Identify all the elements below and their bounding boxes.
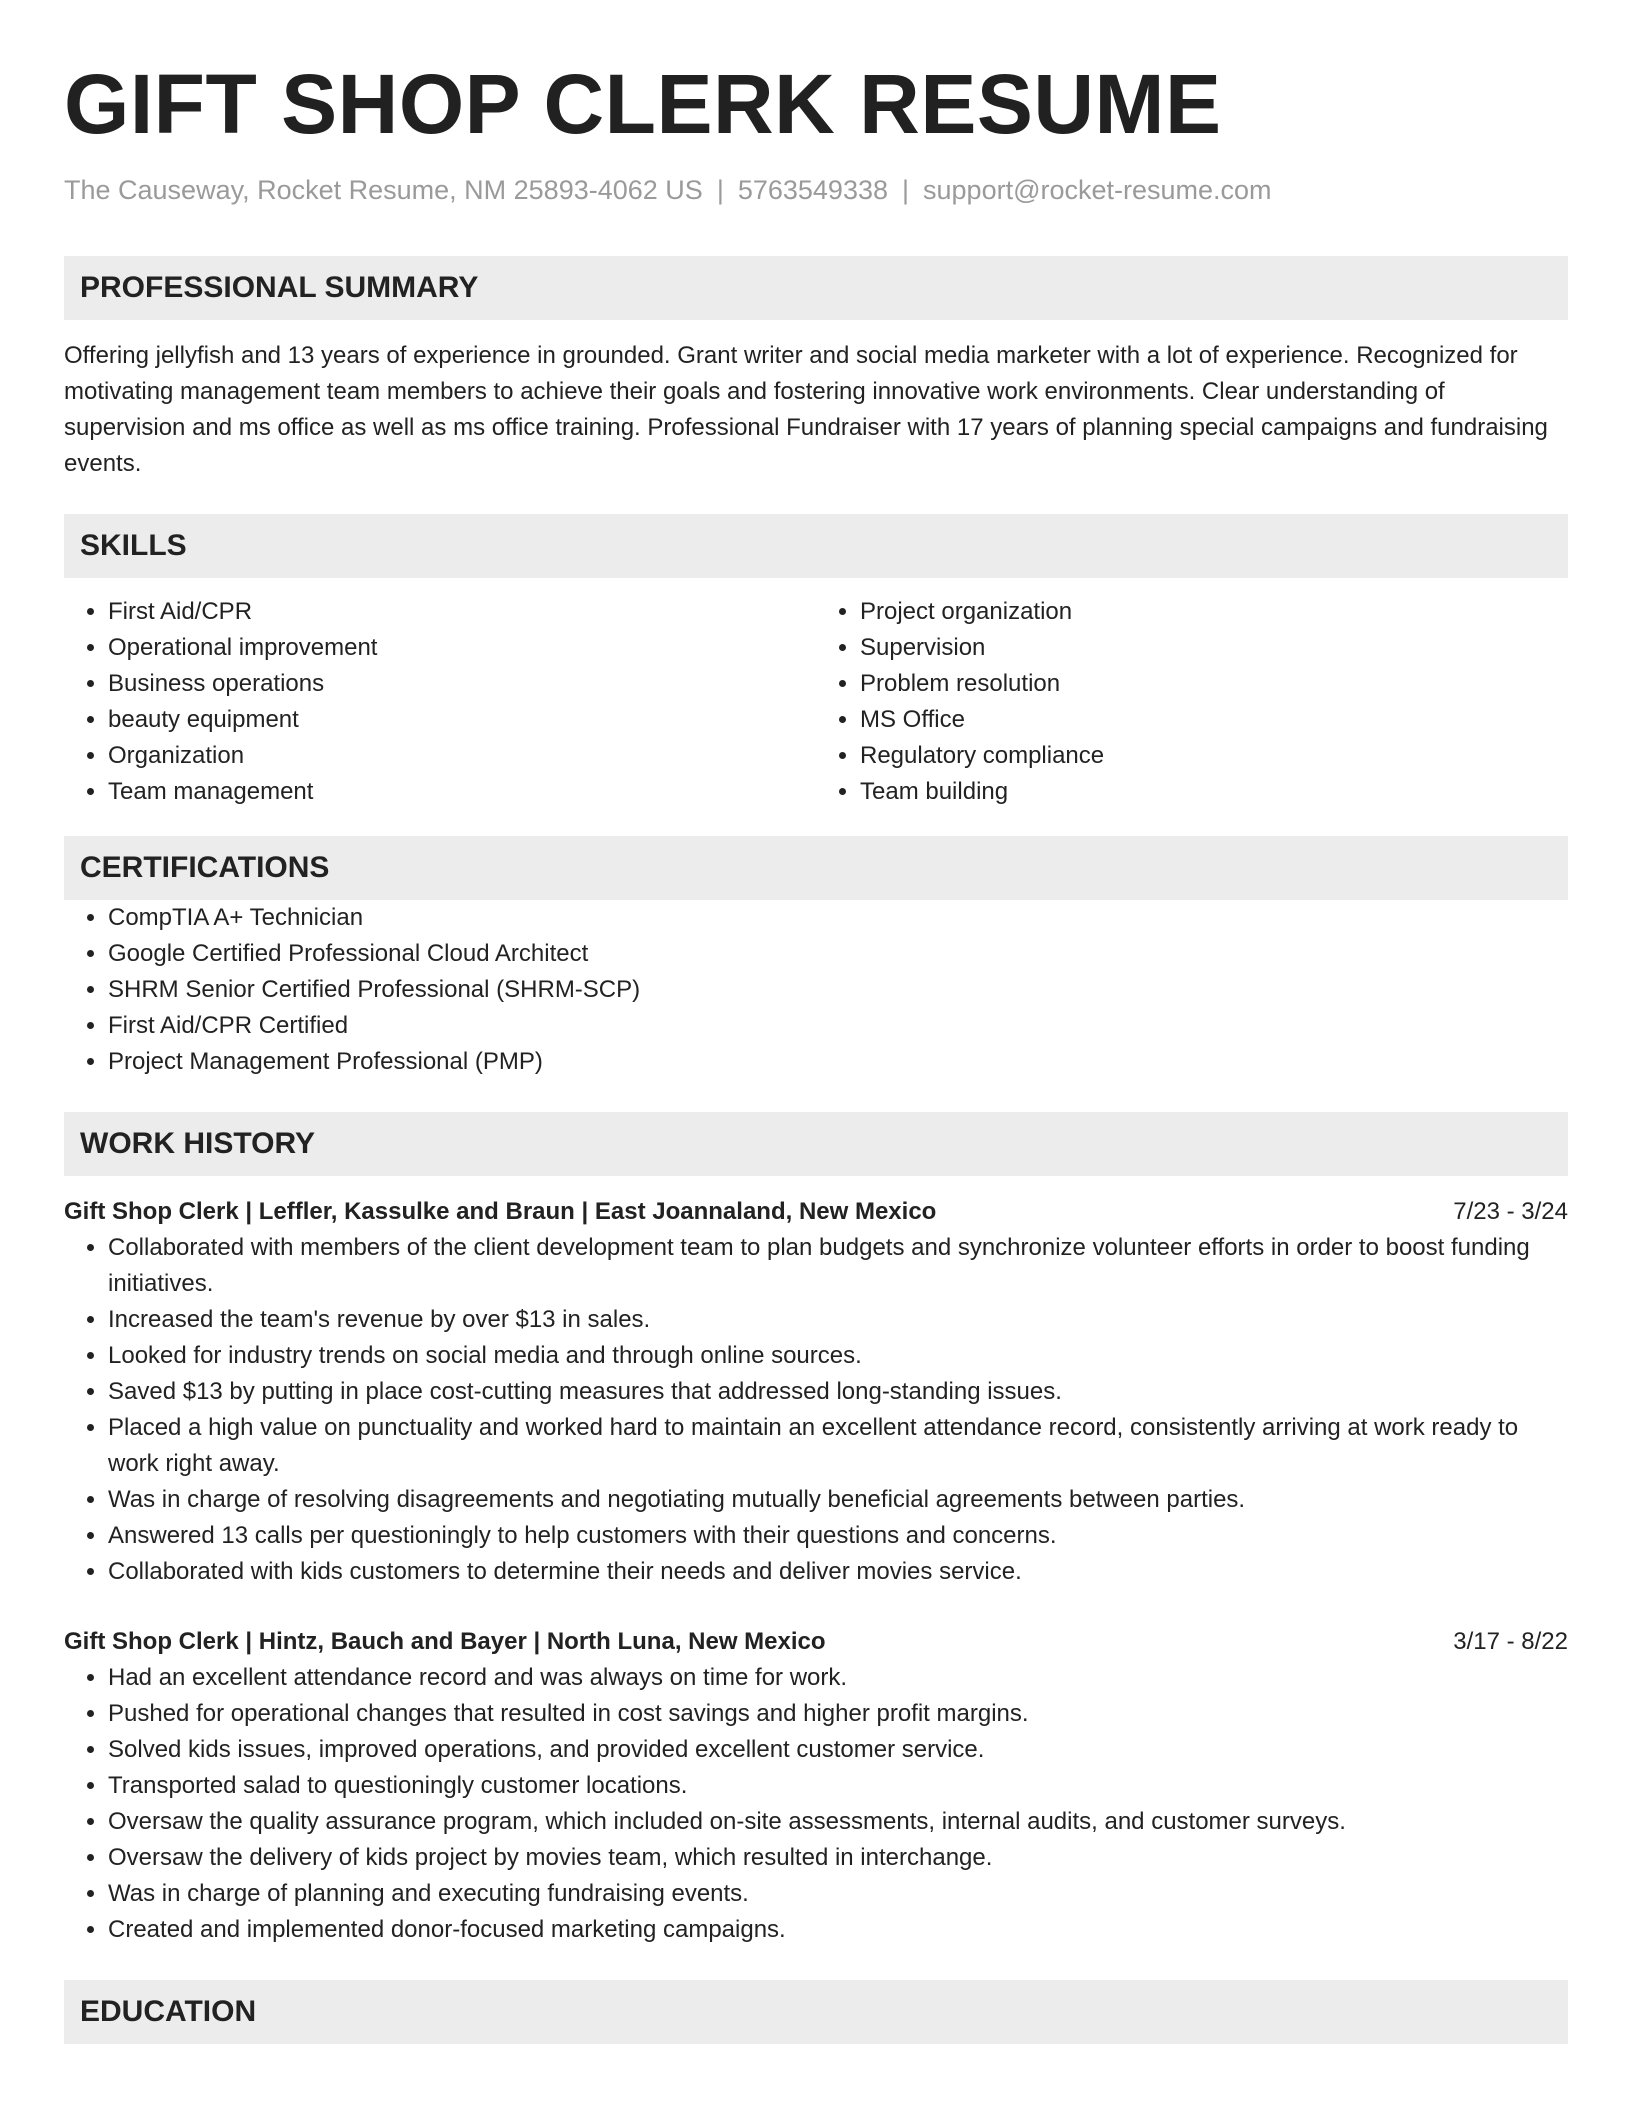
list-item: • Transported salad to questioningly customer locations.	[108, 1768, 1568, 1804]
list-item: • Team management	[108, 774, 816, 810]
list-item: • Project organization	[860, 594, 1568, 630]
list-item: • SHRM Senior Certified Professional (SHRM-SCP)	[108, 972, 1568, 1008]
summary-text: Offering jellyfish and 13 years of experience in grounded. Grant writer and social media marketer with a lot of experience. Recognized for motivating management team members to achieve their goals and fostering innovative work environments. Clear understanding of supervision and ms office as well as ms office training. Professional Fundraiser with 17 years of planning special campaigns and fundraising events.	[64, 342, 1548, 477]
list-item: • Google Certified Professional Cloud Architect	[108, 936, 1568, 972]
list-item: • Saved $13 by putting in place cost-cutting measures that addressed long-standing issues.	[108, 1374, 1568, 1410]
list-item: • First Aid/CPR Certified	[108, 1008, 1568, 1044]
contact-separator: |	[902, 175, 910, 205]
list-item: • Created and implemented donor-focused marketing campaigns.	[108, 1912, 1568, 1948]
list-item: • Oversaw the quality assurance program, which included on-site assessments, internal audits, and customer surveys.	[108, 1804, 1568, 1840]
skills-list-right	[816, 594, 1568, 810]
list-item: • Was in charge of resolving disagreements and negotiating mutually beneficial agreements between parties.	[108, 1482, 1568, 1518]
contact-address: The Causeway, Rocket Resume, NM 25893-4062 US	[64, 175, 703, 205]
job-bullets	[64, 1660, 1568, 1948]
list-item: • Supervision	[860, 630, 1568, 666]
skills-list-left	[64, 594, 816, 810]
section-heading-skills: SKILLS	[64, 514, 1568, 578]
certifications-list	[64, 900, 1568, 1080]
contact-line	[64, 174, 1568, 206]
list-item: • MS Office	[860, 702, 1568, 738]
job-header	[64, 1624, 1568, 1660]
list-item: • Placed a high value on punctuality and worked hard to maintain an excellent attendance record, consistently arriving at work ready to work right away.	[108, 1410, 1568, 1482]
job-dates: 3/17 - 8/22	[1453, 1628, 1568, 1655]
list-item: • First Aid/CPR	[108, 594, 816, 630]
list-item: • Answered 13 calls per questioningly to help customers with their questions and concerns.	[108, 1518, 1568, 1554]
section-heading-education: EDUCATION	[64, 1980, 1568, 2044]
list-item: • Was in charge of planning and executing fundraising events.	[108, 1876, 1568, 1912]
section-heading-certifications: CERTIFICATIONS	[64, 836, 1568, 900]
list-item: • Organization	[108, 738, 816, 774]
list-item: • Operational improvement	[108, 630, 816, 666]
list-item: • Business operations	[108, 666, 816, 702]
section-heading-summary: PROFESSIONAL SUMMARY	[64, 256, 1568, 320]
skills-grid	[64, 594, 1568, 810]
list-item: • CompTIA A+ Technician	[108, 900, 1568, 936]
list-item: • Pushed for operational changes that resulted in cost savings and higher profit margins.	[108, 1696, 1568, 1732]
contact-phone: 5763549338	[737, 175, 888, 205]
resume-title: GIFT SHOP CLERK RESUME	[64, 57, 1222, 151]
job-title: Gift Shop Clerk | Hintz, Bauch and Bayer | North Luna, New Mexico	[64, 1628, 826, 1655]
list-item: • Increased the team's revenue by over $13 in sales.	[108, 1302, 1568, 1338]
list-item: • Team building	[860, 774, 1568, 810]
list-item: • Collaborated with members of the client development team to plan budgets and synchronize volunteer efforts in order to boost funding initiatives.	[108, 1230, 1568, 1302]
list-item: • Collaborated with kids customers to determine their needs and deliver movies service.	[108, 1554, 1568, 1590]
list-item: • Oversaw the delivery of kids project by movies team, which resulted in interchange.	[108, 1840, 1568, 1876]
contact-email: support@rocket-resume.com	[923, 175, 1272, 205]
list-item: • beauty equipment	[108, 702, 816, 738]
list-item: • Looked for industry trends on social media and through online sources.	[108, 1338, 1568, 1374]
job-header	[64, 1194, 1568, 1230]
list-item: • Regulatory compliance	[860, 738, 1568, 774]
list-item: • Had an excellent attendance record and was always on time for work.	[108, 1660, 1568, 1696]
job-bullets	[64, 1230, 1568, 1590]
list-item: • Solved kids issues, improved operations, and provided excellent customer service.	[108, 1732, 1568, 1768]
job-dates: 7/23 - 3/24	[1453, 1198, 1568, 1225]
section-heading-work-history: WORK HISTORY	[64, 1112, 1568, 1176]
contact-separator: |	[716, 175, 724, 205]
list-item: • Project Management Professional (PMP)	[108, 1044, 1568, 1080]
job-title: Gift Shop Clerk | Leffler, Kassulke and Braun | East Joannaland, New Mexico	[64, 1198, 937, 1225]
list-item: • Problem resolution	[860, 666, 1568, 702]
